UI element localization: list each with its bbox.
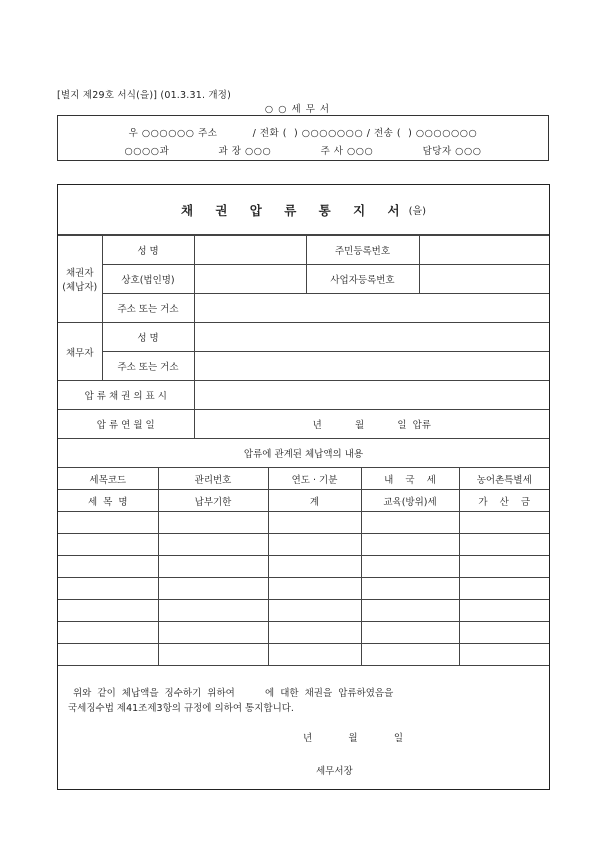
creditor-name-field[interactable] [194,236,306,265]
table-cell[interactable] [459,622,549,644]
arrears-section-title: 압류에 관계된 체납액의 내용 [58,439,549,468]
debtor-label: 채무자 [58,323,102,381]
col-due-date: 납부기한 [158,490,268,512]
table-cell[interactable] [268,556,361,578]
table-row [58,644,549,666]
table-cell[interactable] [459,534,549,556]
table-row [58,534,549,556]
office-staff-line: ○○○○과 과 장 ○○○ 주 사 ○○○ 담당자 ○○○ [124,146,482,157]
table-cell[interactable] [361,644,459,666]
table-cell[interactable] [361,534,459,556]
table-cell[interactable] [361,512,459,534]
table-cell[interactable] [268,644,361,666]
notice-form [57,184,550,790]
table-cell[interactable] [459,556,549,578]
form-title [58,185,549,235]
creditor-resident-no-label: 주민등록번호 [306,236,419,265]
creditor-trade-name-field[interactable] [194,265,306,294]
table-cell[interactable] [158,534,268,556]
table-cell[interactable] [58,600,158,622]
debtor-name-label: 성 명 [102,323,194,352]
col-total: 계 [268,490,361,512]
table-cell[interactable] [459,600,549,622]
table-cell[interactable] [361,600,459,622]
seizure-claim-label: 압 류 채 권 의 표 시 [58,381,194,410]
table-cell[interactable] [361,578,459,600]
creditor-name-label: 성 명 [102,236,194,265]
col-education-tax: 교육(방위)세 [361,490,459,512]
table-cell[interactable] [158,512,268,534]
table-cell[interactable] [268,534,361,556]
form-id: [별지 제29호 서식(을)] (01.3.31. 개정) [57,90,232,101]
notice-text-line-2: 국세징수법 제41조제3항의 규정에 의하여 통지합니다. [68,703,294,714]
table-row [58,578,549,600]
table-cell[interactable] [459,578,549,600]
table-cell[interactable] [268,600,361,622]
table-cell[interactable] [459,644,549,666]
table-cell[interactable] [268,512,361,534]
col-tax-name: 세 목 명 [58,490,158,512]
col-management-no: 관리번호 [158,468,268,490]
table-cell[interactable] [268,622,361,644]
table-cell[interactable] [58,622,158,644]
form-title-suffix: (을) [408,206,427,217]
seizure-date-label: 압 류 연 월 일 [58,410,194,439]
col-national-tax: 내 국 세 [361,468,459,490]
arrears-header-row-2 [58,490,549,512]
creditor-trade-name-label: 상호(법인명) [102,265,194,294]
col-tax-code: 세목코드 [58,468,158,490]
notice-date: 년 월 일 [303,733,404,744]
table-cell[interactable] [58,512,158,534]
debtor-address-field[interactable] [194,352,549,381]
table-cell[interactable] [158,622,268,644]
creditor-business-no-label: 사업자등록번호 [306,265,419,294]
table-cell[interactable] [158,644,268,666]
col-penalty: 가 산 금 [459,490,549,512]
creditor-resident-no-field[interactable] [419,236,549,265]
table-cell[interactable] [58,644,158,666]
creditor-business-no-field[interactable] [419,265,549,294]
office-contact-line: 우 ○○○○○○ 주소 / 전화 ( ) ○○○○○○○ / 전송 ( ) ○○○○○○○ [128,128,478,139]
party-table [58,235,549,468]
table-cell[interactable] [361,556,459,578]
table-cell[interactable] [58,578,158,600]
tax-office-head-signature: 세무서장 [316,766,353,777]
office-name: ○ ○ 세 무 서 [264,104,331,115]
office-contact-box [57,115,549,161]
form-title-main: 채 권 압 류 통 지 서 [180,202,409,218]
creditor-address-label: 주소 또는 거소 [102,294,194,323]
table-row [58,556,549,578]
seizure-date-field[interactable]: 년 월 일 압류 [194,410,549,439]
table-cell[interactable] [459,512,549,534]
col-year-period: 연도 · 기분 [268,468,361,490]
table-row [58,622,549,644]
table-cell[interactable] [158,600,268,622]
notice-text-line-1: 위와 같이 체납액을 징수하기 위하여 에 대한 채권을 압류하였음을 [73,688,394,699]
arrears-table [58,467,549,666]
table-row [58,512,549,534]
debtor-name-field[interactable] [194,323,549,352]
creditor-address-field[interactable] [194,294,549,323]
table-cell[interactable] [158,578,268,600]
table-cell[interactable] [268,578,361,600]
table-cell[interactable] [58,556,158,578]
seizure-claim-field[interactable] [194,381,549,410]
table-cell[interactable] [361,622,459,644]
arrears-header-row-1 [58,468,549,490]
table-cell[interactable] [158,556,268,578]
table-row [58,600,549,622]
creditor-label: 채권자 (체납자) [58,236,102,323]
table-cell[interactable] [58,534,158,556]
col-rural-special-tax: 농어촌특별세 [459,468,549,490]
debtor-address-label: 주소 또는 거소 [102,352,194,381]
